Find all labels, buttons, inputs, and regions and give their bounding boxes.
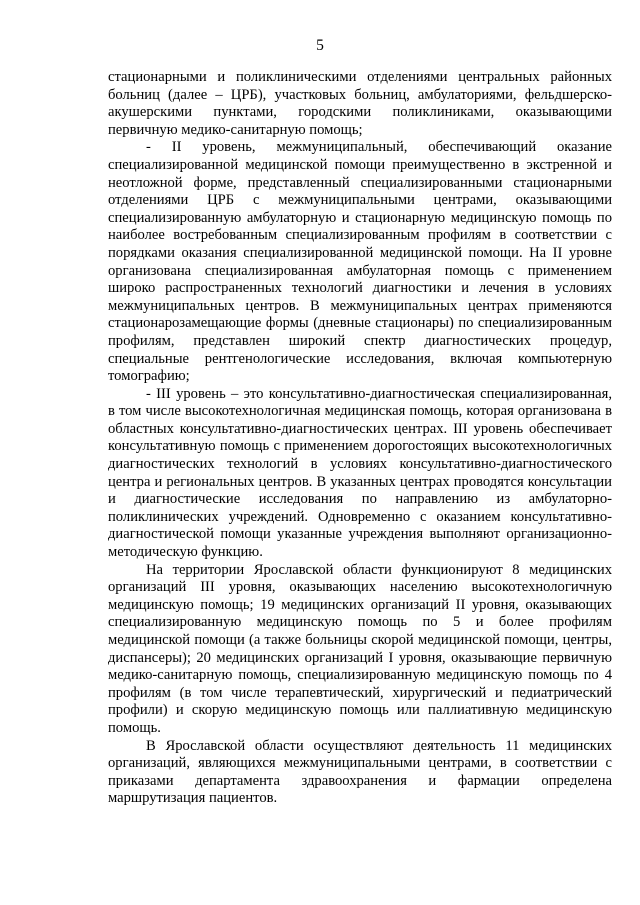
paragraph-intermunicipal-centers: В Ярославской области осуществляют деятельность 11 медицинских организаций, являющихся межмуниципальными центрами, в соответствии с приказами департамента здравоохранения и фармации определена маршрутизация пациентов. (108, 737, 612, 807)
page-number: 5 (316, 37, 324, 54)
paragraph-organizations-count: На территории Ярославской области функционируют 8 медицинских организаций III уровня, оказывающих населению высокотехнологичную медицинскую помощь; 19 медицинских организаций II уровня, оказывающих специализированную медицинскую помощь по 5 и более профилям медицинской помощи (а также больницы скорой медицинской помощи, центры, диспансеры); 20 медицинских организаций I уровня, оказывающие первичную медико-санитарную помощь, специализированную медицинскую помощь по 4 профилям (в том числе терапевтический, хирургический и педиатрический профили) и скорую медицинскую помощь или паллиативную медицинскую помощь. (108, 561, 612, 736)
paragraph-level-2: - II уровень, межмуниципальный, обеспечивающий оказание специализированной медицинской помощи преимущественно в экстренной и неотложной форме, представленный специализированными стационарными отделениями ЦРБ с межмуниципальными центрами, оказывающими специализированную амбулаторную и стационарную медицинскую помощь по наиболее востребованным специализированным профилям в соответствии с порядками оказания специализированной медицинской помощи. На II уровне организована специализированная амбулаторная помощь с применением широко распространенных технологий диагностики и лечения в условиях межмуниципальных центров. В межмуниципальных центрах применяются стационарозамещающие формы (дневные стационары) по специализированным профилям, представлен широкий спектр диагностических процедур, специальные рентгенологические исследования, включая компьютерную томографию; (108, 139, 612, 385)
paragraph-continuation: стационарными и поликлиническими отделениями центральных районных больниц (далее – ЦРБ), участковых больниц, амбулаториями, фельдшерско-акушерскими пунктами, городскими поликлиниками, оказывающими первичную медико-санитарную помощь; (108, 69, 612, 138)
document-body (108, 69, 612, 808)
paragraph-level-3: - III уровень – это консультативно-диагностическая специализированная, в том числе высокотехнологичная медицинская помощь, которая организована в областных консультативно-диагностических центрах. III уровень обеспечивает консультативную помощь с применением дорогостоящих высокотехнологичных диагностических технологий в условиях консультативно-диагностического центра и региональных центров. В указанных центрах проводятся консультации и диагностические исследования по направлению из амбулаторно-поликлинических учреждений. Одновременно с оказанием консультативно-диагностической помощи указанные учреждения выполняют организационно-методическую функцию. (108, 385, 612, 561)
